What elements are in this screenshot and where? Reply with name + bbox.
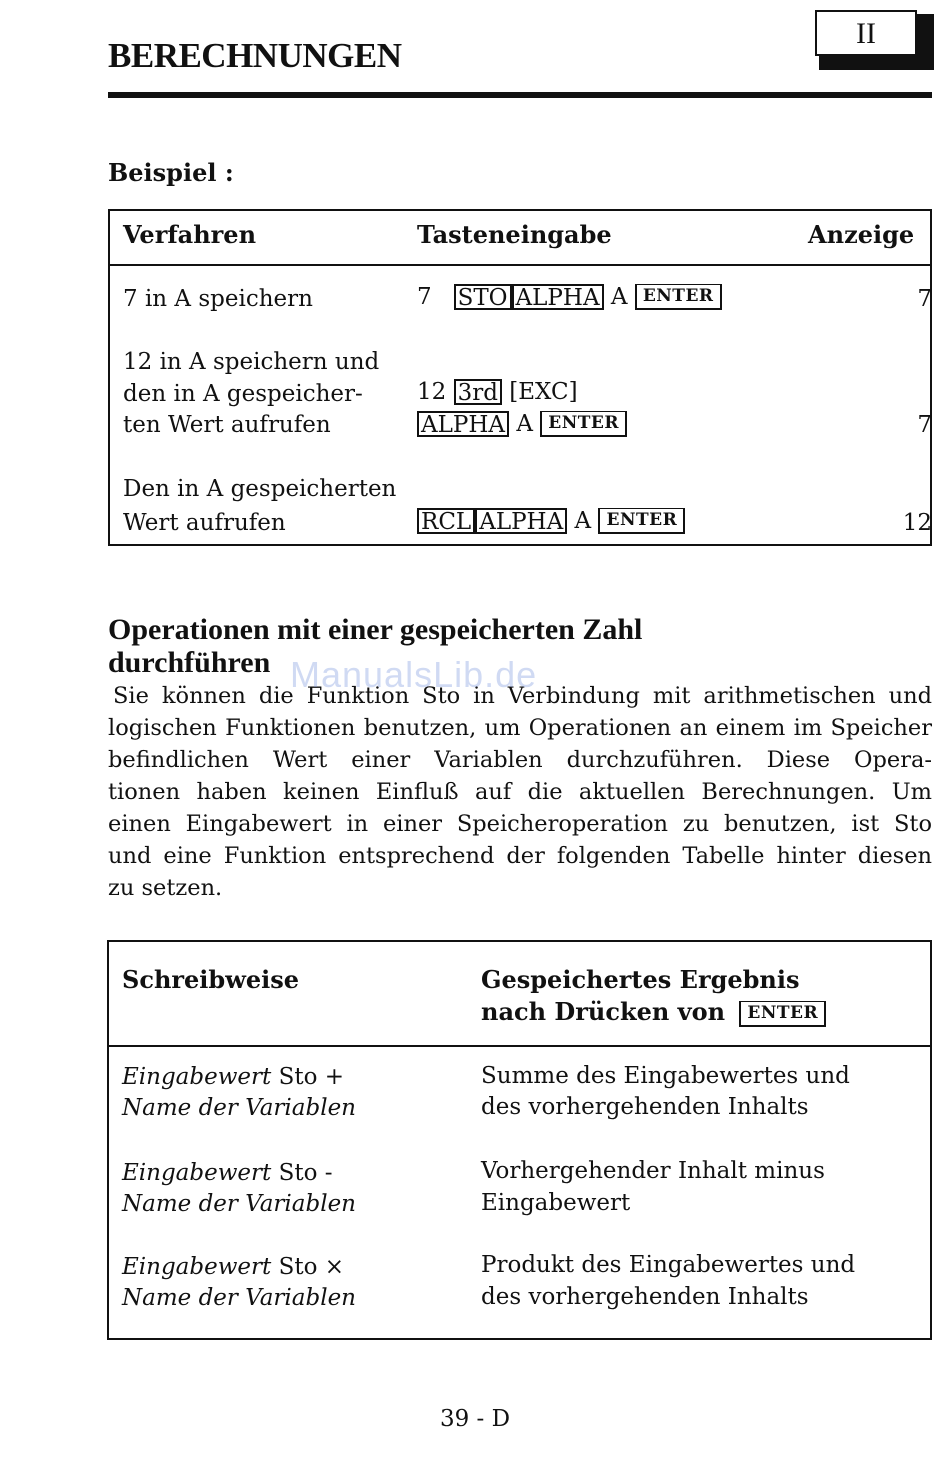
notation-variable: Name der Variablen: [122, 1191, 356, 1217]
enter-key: ENTER: [598, 508, 685, 534]
paragraph-line: zu setzen.: [108, 875, 223, 901]
chapter-tab-shadow-bottom: [819, 56, 931, 70]
alpha-key: ALPHA: [475, 508, 567, 534]
header-result: Gespeichertes Ergebnis: [481, 965, 800, 994]
header-notation: Schreibweise: [122, 965, 300, 994]
variable-letter: A: [516, 411, 533, 437]
chapter-tab: [815, 10, 917, 56]
paragraph-line: und eine Funktion entsprechend der folgenden Tabelle hinter diesen: [108, 843, 932, 869]
header-result-line2: [481, 997, 826, 1027]
notation-line: [122, 1251, 344, 1283]
notation-operator: Sto ×: [278, 1254, 345, 1280]
enter-key: ENTER: [635, 284, 722, 310]
display-value: 7: [917, 286, 932, 312]
key-prefix: 12: [417, 379, 447, 405]
table-header-divider: [107, 1045, 932, 1047]
paragraph-line: tionen haben keinen Einfluß auf die aktuellen Berechnungen. Um: [108, 779, 932, 805]
procedure-text: ten Wert aufrufen: [123, 412, 331, 438]
example-label: Beispiel :: [108, 158, 234, 187]
chapter-title: BERECHNUNGEN: [108, 36, 402, 75]
alpha-key: ALPHA: [417, 411, 509, 437]
variable-letter: A: [574, 508, 592, 534]
body-paragraph: [108, 680, 932, 904]
paragraph-line: Sie können die Funktion Sto in Verbindung mit arithmetischen und: [113, 683, 932, 709]
enter-key: ENTER: [739, 1001, 826, 1027]
paragraph-line: befindlichen Wert einer Variablen durchzuführen. Diese Opera-: [108, 747, 932, 773]
sto-key: STO: [454, 284, 512, 310]
rcl-key: RCL: [417, 508, 475, 534]
header-procedure: Verfahren: [123, 220, 257, 249]
notation-variable: Name der Variablen: [122, 1285, 356, 1311]
page-number: 39 - D: [439, 1406, 511, 1432]
key-sequence: [417, 507, 685, 534]
procedure-text: 7 in A speichern: [123, 286, 313, 312]
procedure-text: Wert aufrufen: [123, 510, 286, 536]
display-value: 7: [917, 412, 932, 438]
table-header-divider: [108, 264, 932, 266]
header-keys: Tasteneingabe: [417, 220, 612, 249]
section-heading-line: Operationen mit einer gespeicherten Zahl: [108, 613, 643, 646]
notation-line: [122, 1157, 333, 1189]
3rd-key: 3rd: [454, 379, 502, 405]
key-sequence: [417, 410, 627, 437]
result-text: Eingabewert: [481, 1190, 631, 1216]
notation-operator: Sto -: [278, 1160, 333, 1186]
section-heading-line: durchführen: [108, 646, 271, 679]
header-display: Anzeige: [808, 220, 915, 249]
notation-input-value: Eingabewert: [122, 1064, 272, 1090]
display-value: 12: [902, 510, 932, 536]
result-text: des vorhergehenden Inhalts: [481, 1284, 809, 1310]
notation-operator: Sto +: [278, 1064, 345, 1090]
notation-line: [122, 1061, 344, 1093]
alpha-key: ALPHA: [512, 284, 604, 310]
key-sequence: [417, 283, 722, 310]
result-text: Summe des Eingabewertes und: [481, 1063, 850, 1089]
procedure-text: 12 in A speichern und: [123, 349, 380, 375]
exc-function: [EXC]: [509, 379, 578, 405]
procedure-text: Den in A gespeicherten: [123, 476, 397, 502]
notation-input-value: Eingabewert: [122, 1254, 272, 1280]
result-text: Vorhergehender Inhalt minus: [481, 1158, 825, 1184]
paragraph-line: logischen Funktionen benutzen, um Operationen an einem im Speicher: [108, 715, 932, 741]
key-prefix: 7: [417, 284, 432, 310]
result-text: Produkt des Eingabewertes und: [481, 1252, 856, 1278]
watermark: ManualsLib.de: [290, 654, 538, 695]
chapter-number: II: [856, 17, 876, 50]
notation-input-value: Eingabewert: [122, 1160, 272, 1186]
key-sequence: [417, 378, 578, 405]
header-rule: [108, 92, 932, 98]
notation-variable: Name der Variablen: [122, 1095, 356, 1121]
variable-letter: A: [610, 284, 628, 310]
header-result-text: nach Drücken von: [481, 997, 726, 1026]
result-text: des vorhergehenden Inhalts: [481, 1094, 809, 1120]
paragraph-line: einen Eingabewert in einer Speicheroperation zu benutzen, ist Sto: [108, 811, 932, 837]
enter-key: ENTER: [540, 411, 627, 437]
procedure-text: den in A gespeicher-: [123, 381, 363, 407]
